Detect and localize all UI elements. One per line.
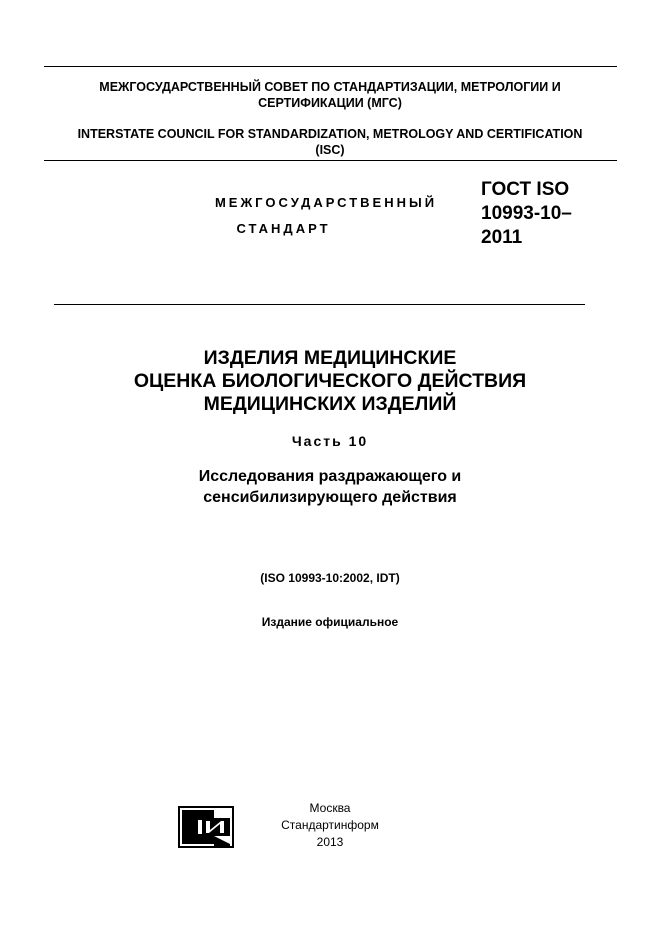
- designation-line1: ГОСТ ISO: [481, 179, 570, 200]
- subtitle-line1: Исследования раздражающего и: [198, 468, 462, 485]
- designation-line2: 10993-10–: [481, 203, 572, 224]
- standard-kind-line2: СТАНДАРТ: [236, 221, 331, 236]
- council-name-en: INTERSTATE COUNCIL FOR STANDARDIZATION, METROLOGY AND CERTIFICATION (ISC): [77, 127, 583, 157]
- title-line3: МЕДИЦИНСКИХ ИЗДЕЛИЙ: [203, 393, 457, 415]
- imprint: [270, 801, 390, 850]
- iso-reference: (ISO 10993-10:2002, IDT): [260, 571, 400, 585]
- title-rule: [54, 304, 585, 305]
- title-line2: ОЦЕНКА БИОЛОГИЧЕСКОГО ДЕЙСТВИЯ: [133, 370, 527, 392]
- designation-line3: 2011: [481, 227, 523, 248]
- edition-label: Издание официальное: [261, 615, 399, 629]
- imprint-year: 2013: [316, 835, 344, 849]
- imprint-publisher: Стандартинформ: [281, 818, 379, 832]
- standartinform-logo-icon: [178, 806, 234, 848]
- header-rule: [44, 160, 617, 161]
- document-title: [60, 347, 600, 416]
- part-number: Часть 10: [291, 433, 369, 449]
- top-rule: [44, 66, 617, 67]
- standard-kind-line1: МЕЖГОСУДАРСТВЕННЫЙ: [214, 195, 438, 210]
- standard-designation: [481, 178, 621, 250]
- subtitle-line2: сенсибилизирующего действия: [203, 489, 457, 506]
- imprint-city: Москва: [309, 801, 351, 815]
- council-name-ru: МЕЖГОСУДАРСТВЕННЫЙ СОВЕТ ПО СТАНДАРТИЗАЦИИ, МЕТРОЛОГИИ И СЕРТИФИКАЦИИ (МГС): [99, 80, 561, 110]
- title-line1: ИЗДЕЛИЯ МЕДИЦИНСКИЕ: [203, 347, 457, 369]
- document-subtitle: [60, 466, 600, 508]
